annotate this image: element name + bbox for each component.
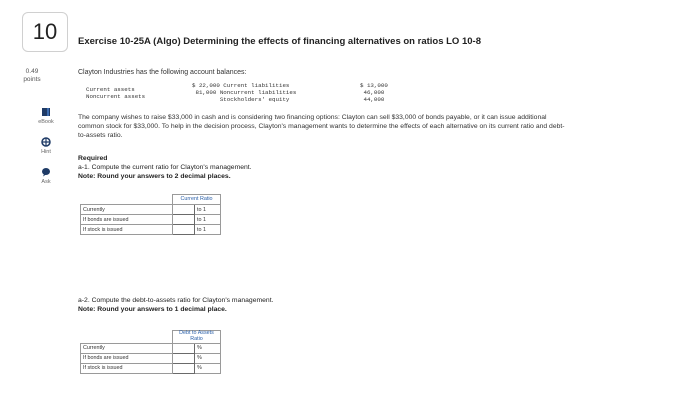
- unit-label: to 1: [195, 205, 221, 215]
- ebook-button[interactable]: [24, 107, 68, 125]
- unit-label: to 1: [195, 225, 221, 235]
- ask-button[interactable]: [24, 167, 68, 185]
- table-row: [81, 363, 221, 373]
- current-ratio-stock-input[interactable]: [173, 225, 195, 235]
- unit-label: %: [195, 353, 221, 363]
- problem-paragraph: The company wishes to raise $33,000 in cash and is considering two financing options: Clayton can sell $33,000 of bonds payable, or it can issue additional common stock for $33,000. To help in the decision process, Clayton's management wants to determine the effects of each alternative on its current ratio and debt-to-assets ratio.: [78, 114, 565, 139]
- row-label: If bonds are issued: [81, 215, 173, 225]
- table-row: [81, 205, 221, 215]
- debt-ratio-stock-input[interactable]: [173, 363, 195, 373]
- required-heading: Required: [78, 155, 108, 162]
- exercise-title: Exercise 10-25A (Algo) Determining the effects of financing alternatives on ratios LO 10-8: [78, 36, 481, 47]
- a1-instruction: a-1. Compute the current ratio for Clayton's management.: [78, 164, 252, 172]
- points-display: [22, 68, 42, 84]
- unit-label: to 1: [195, 215, 221, 225]
- a2-instruction: a-2. Compute the debt-to-assets ratio for Clayton's management.: [78, 297, 274, 304]
- row-label: If bonds are issued: [81, 353, 173, 363]
- hint-label: Hint: [41, 149, 51, 155]
- row-label: If stock is issued: [81, 363, 173, 373]
- unit-label: %: [195, 363, 221, 373]
- table-row: [81, 215, 221, 225]
- balance-left-labels: Current assets Noncurrent assets: [86, 86, 146, 100]
- points-value: 0.49: [25, 68, 39, 75]
- question-number: 10: [22, 12, 68, 52]
- table-row: [81, 353, 221, 363]
- a1-note: Note: Round your answers to 2 decimal places.: [78, 173, 231, 181]
- current-ratio-table: [80, 194, 221, 235]
- a2-section: [78, 296, 273, 314]
- current-ratio-bonds-input[interactable]: [173, 215, 195, 225]
- balance-right-values: $ 13,000 46,000 44,000: [360, 82, 388, 103]
- row-label: Currently: [81, 343, 173, 353]
- required-section: [78, 154, 252, 182]
- balance-mid-values: $ 22,000 Current liabilities 81,000 Noncurrent liabilities Stockholders' equity: [192, 82, 297, 103]
- debt-to-assets-table: [80, 330, 221, 374]
- hint-button[interactable]: [24, 137, 68, 155]
- debt-ratio-currently-input[interactable]: [173, 343, 195, 353]
- debt-to-assets-header: Debt to Assets Ratio: [173, 331, 221, 344]
- current-ratio-currently-input[interactable]: [173, 205, 195, 215]
- row-label: Currently: [81, 205, 173, 215]
- table-row: [81, 225, 221, 235]
- chat-bubble-icon: [41, 167, 51, 177]
- current-ratio-header: Current Ratio: [173, 195, 221, 205]
- a2-note: Note: Round your answers to 1 decimal place.: [78, 306, 227, 314]
- table-row: [81, 343, 221, 353]
- book-icon: [41, 107, 51, 117]
- intro-text: Clayton Industries has the following account balances:: [78, 69, 247, 76]
- ebook-label: eBook: [38, 119, 54, 125]
- lifebuoy-icon: [41, 137, 51, 147]
- row-label: If stock is issued: [81, 225, 173, 235]
- debt-ratio-bonds-input[interactable]: [173, 353, 195, 363]
- ask-label: Ask: [41, 179, 51, 185]
- points-label: points: [23, 75, 41, 83]
- unit-label: %: [195, 343, 221, 353]
